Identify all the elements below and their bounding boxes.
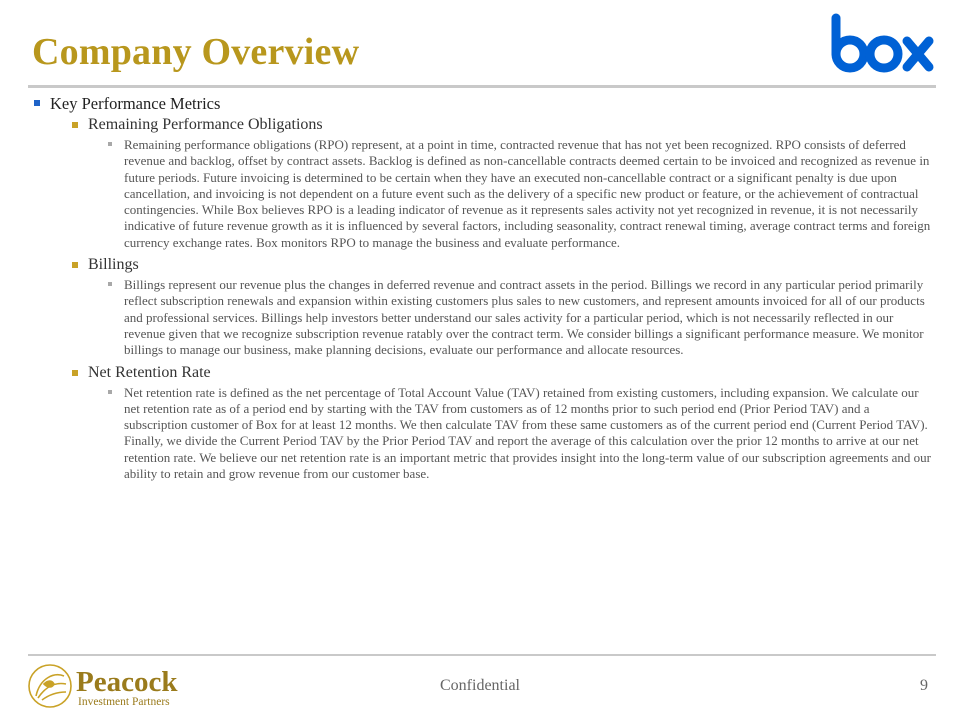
page-number: 9: [920, 677, 928, 694]
square-bullet-icon: [34, 100, 40, 106]
section-billings-body-text: Billings represent our revenue plus the changes in deferred revenue and contract assets in the period. Billings we record in any particular period primarily reflect subscription renewals and expansion within existing customers plus sales to new customers, and represent amounts invoiced for all of our products and professional services. Billings help investors better understand our sales activity for a particular period, which is not necessarily reflected in our revenue given that we recognize subscription revenue ratably over the contract term. We consider billings a significant performance measure. We monitor billings to manage our business, make planning decisions, evaluate our performance and allocate resources.: [124, 277, 925, 358]
peacock-logo-name: Peacock: [76, 666, 178, 698]
section-nrr-title-text: Net Retention Rate: [88, 363, 211, 381]
peacock-logo: [24, 660, 214, 712]
section-nrr-body-text: Net retention rate is defined as the net percentage of Total Account Value (TAV) retained from existing customers, including expansion. We calculate our net retention rate as of a period end by starting with the TAV from customers as of 12 months prior to such period end (Prior Period TAV) and a subscription customer of Box for at least 12 months. We then calculate TAV from these same customers as of the current period end (Current Period TAV). Finally, we divide the Current Period TAV by the Prior Period TAV and report the average of this calculation over the prior 12 months to arrive at our net retention rate. We believe our net retention rate is an important metric that provides insight into the long-term value of our subscription agreements and our ability to retain and grow revenue from our customer base.: [124, 384, 932, 482]
title-divider: [28, 85, 936, 88]
footer-confidential: Confidential: [440, 677, 520, 694]
section-rpo-title-text: Remaining Performance Obligations: [88, 116, 323, 133]
section-billings-title-text: Billings: [88, 256, 139, 274]
section-rpo-body: [124, 137, 932, 251]
peacock-logo-tagline: Investment Partners: [78, 696, 170, 708]
section-billings-body: [124, 277, 932, 358]
outline-heading-text: Key Performance Metrics: [50, 94, 221, 113]
square-bullet-icon: [72, 122, 78, 128]
square-bullet-icon: [108, 282, 112, 286]
section-nrr-body: [124, 385, 932, 483]
section-nrr-title: [88, 364, 960, 382]
square-bullet-icon: [72, 370, 78, 376]
square-bullet-icon: [108, 390, 112, 394]
slide-title: Company Overview: [32, 31, 360, 73]
square-bullet-icon: [108, 142, 112, 146]
box-logo: [826, 10, 938, 74]
section-billings-title: [88, 256, 960, 274]
section-rpo-body-text: Remaining performance obligations (RPO) represent, at a point in time, contracted revenue that has not yet been recognized. RPO consists of deferred revenue and backlog, offset by contract assets. Backlog is defined as non-cancellable contracts deemed certain to be invoiced and recognized as revenue in future periods. Future invoicing is determined to be certain when they have an executed non-cancellable contract or a significant penalty is due upon cancellation, and invoicing is not dependent on a future event such as the delivery of a specific new product or feature, or the achievement of contractual contingencies. While Box believes RPO is a leading indicator of revenue as it represents sales activity not yet recognized in revenue, it is not necessarily indicative of future revenue growth as it is influenced by several factors, including seasonality, contract renewal timing, average contract terms and foreign currency exchange rates. Box monitors RPO to manage the business and evaluate performance.: [124, 137, 931, 250]
outline-heading: [50, 94, 960, 114]
section-rpo-title: [88, 116, 960, 134]
peacock-emblem-icon: [29, 665, 71, 707]
square-bullet-icon: [72, 262, 78, 268]
slide-content: [0, 94, 960, 487]
footer-divider: [28, 654, 936, 656]
